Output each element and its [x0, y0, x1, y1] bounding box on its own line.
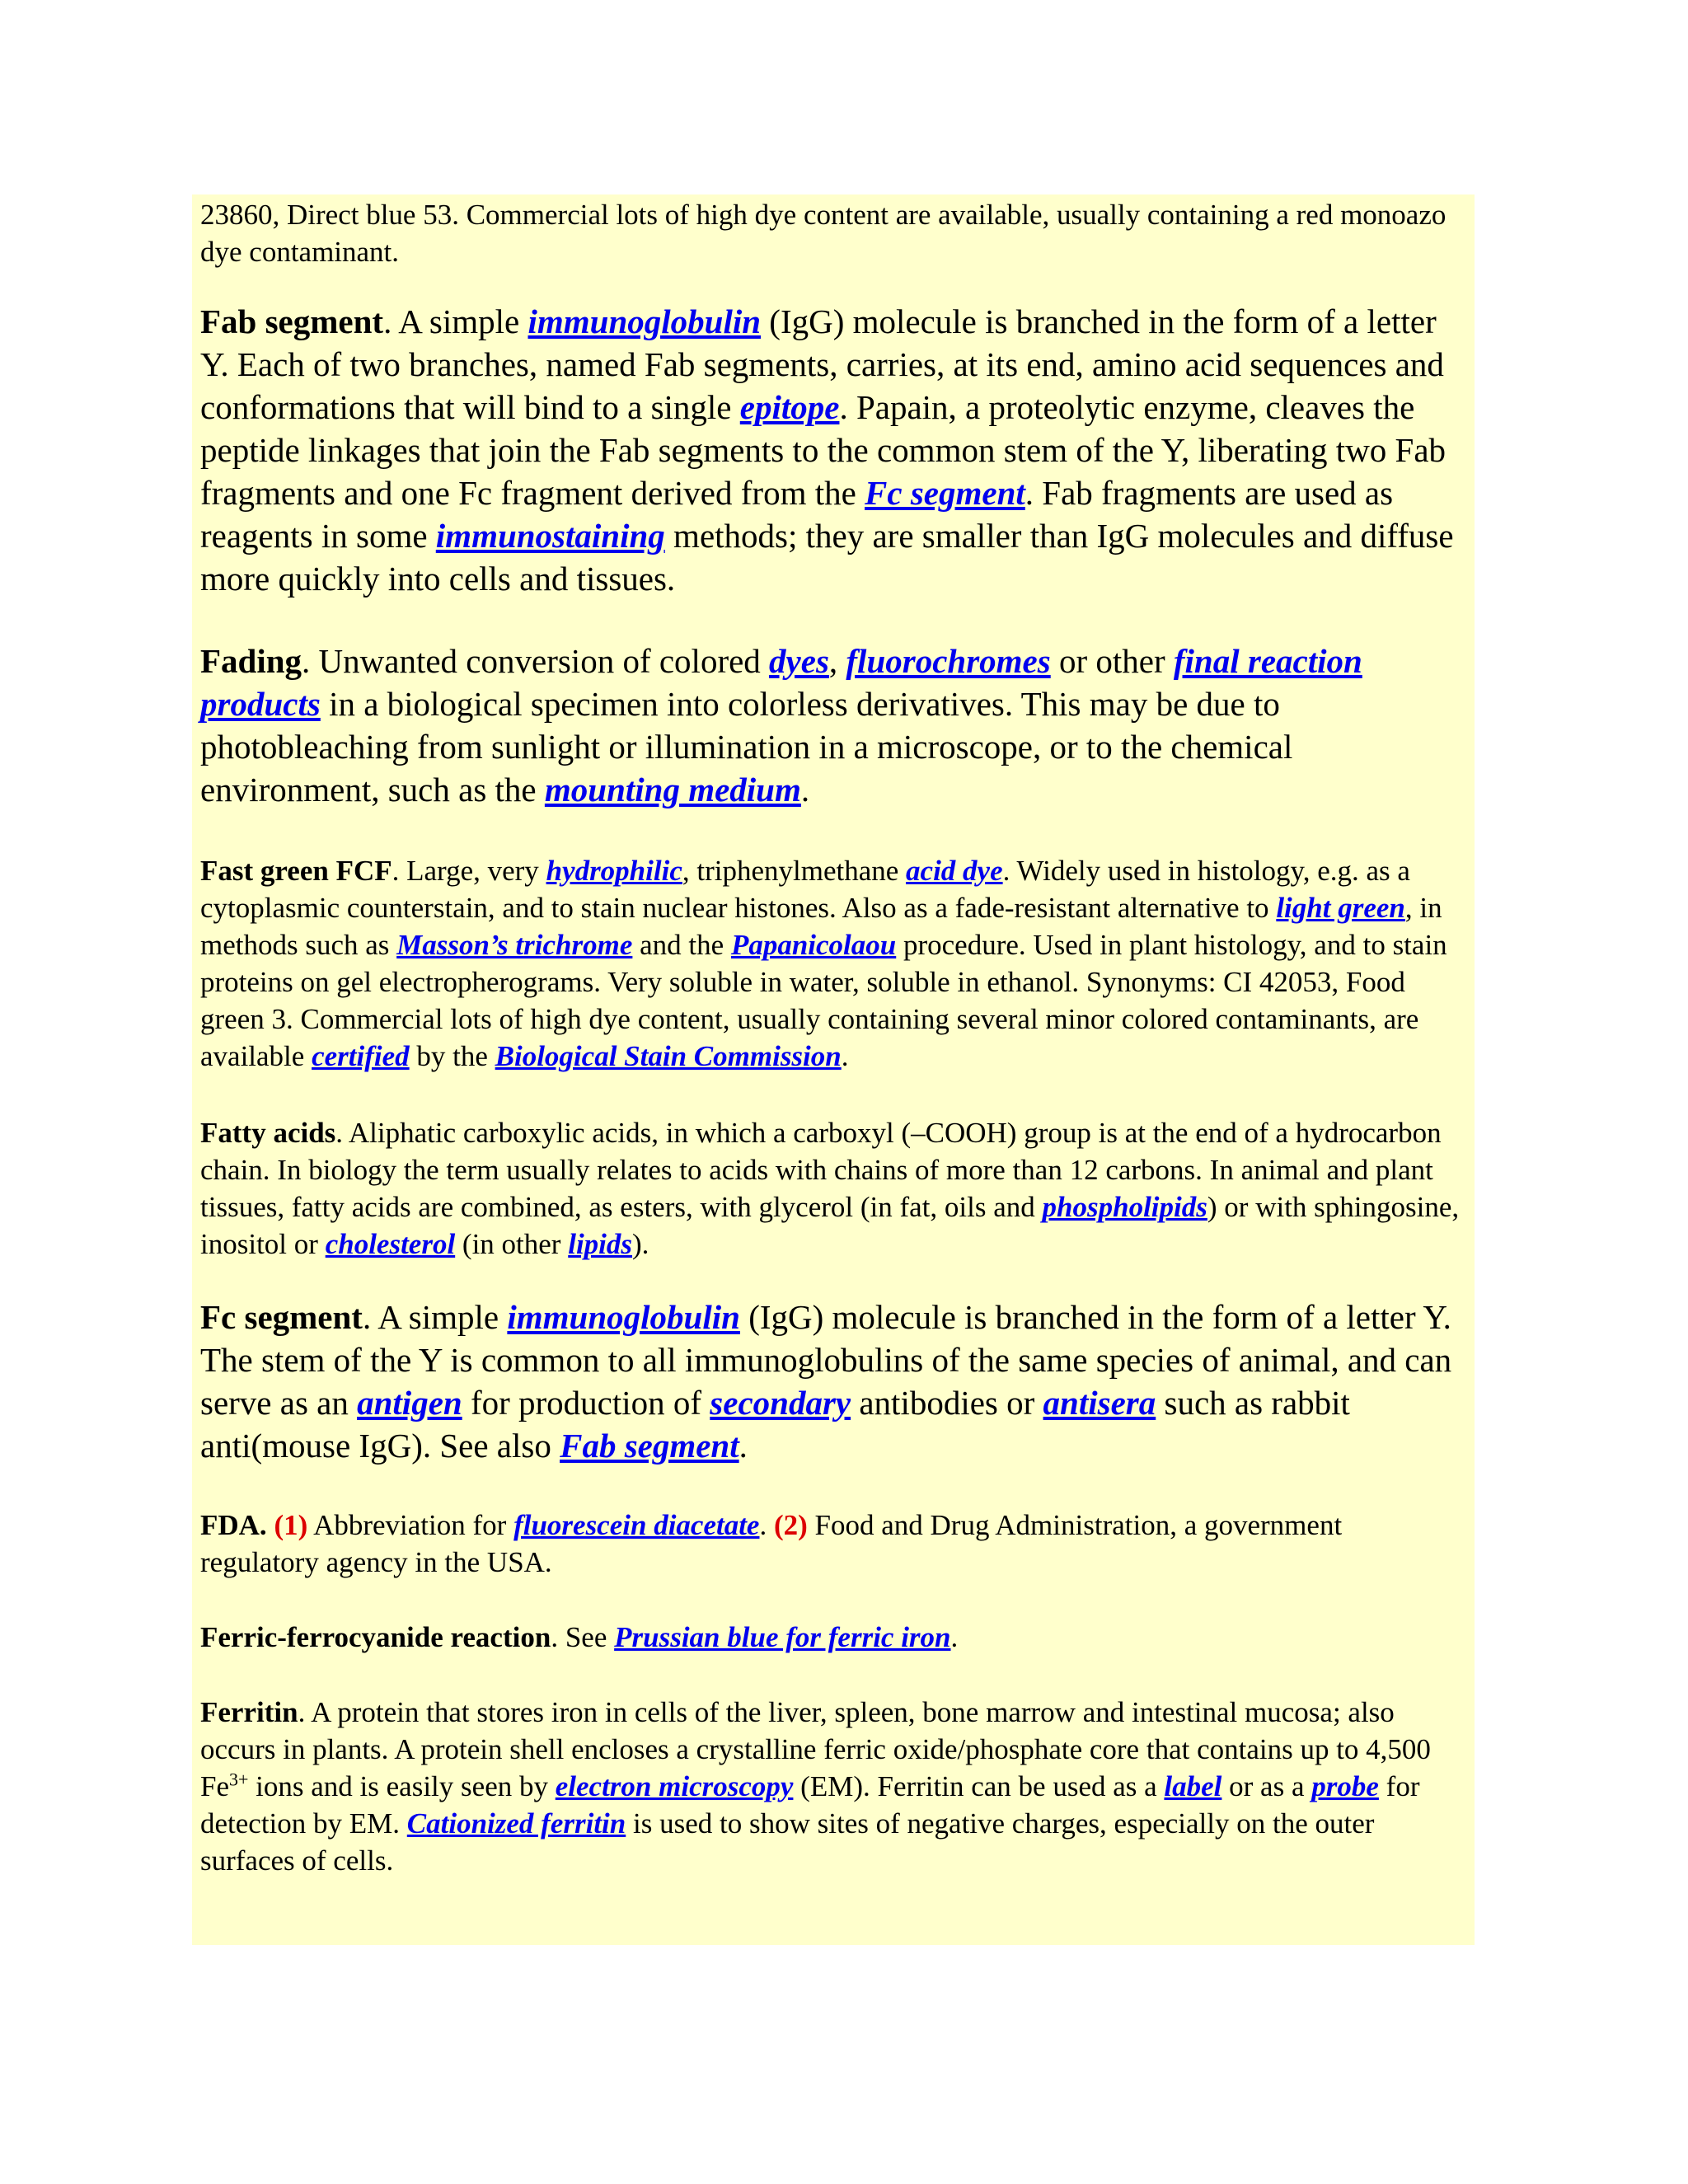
entry-fast-green-fcf: Fast green FCF. Large, very hydrophilic, triphenylmethane acid dye. Widely used in histology, e.g. as a cytoplasmic counterstain, and to stain nuclear histones. Also as a fade-resistant alternative to light green, in methods such as Masson’s trichrome and the Papanicolaou procedure. Used in plant histology, and to stain proteins on gel electropherograms. Very soluble in water, soluble in ethanol. Synonyms: CI 42053, Food green 3. Commercial lots of high dye content, usually containing several minor colored contaminants, are available certified by the Biological Stain Commission.: [200, 855, 1447, 1072]
link-epitope[interactable]: epitope: [739, 388, 840, 426]
entry-fading: Fading. Unwanted conversion of colored dyes, fluorochromes or other final reaction products in a biological specimen into colorless derivatives. This may be due to photobleaching from sunlight or illumination in a microscope, or to the chemical environment, such as the mounting medium.: [200, 642, 1362, 808]
term-fab-segment: Fab segment: [200, 302, 384, 340]
link-secondary[interactable]: secondary: [710, 1384, 851, 1422]
entry-fab-segment: Fab segment. A simple immunoglobulin (IgG) molecule is branched in the form of a letter Y. Each of two branches, named Fab segments, carries, at its end, amino acid sequences and conformations that will bind to a single epitope. Papain, a proteolytic enzyme, cleaves the peptide linkages that join the Fab segments to the common stem of the Y, liberating two Fab fragments and one Fc fragment derived from the Fc segment. Fab fragments are used as reagents in some immunostaining methods; they are smaller than IgG molecules and diffuse more quickly into cells and tissues.: [200, 302, 1454, 598]
link-lipids[interactable]: lipids: [568, 1228, 633, 1260]
term-fast-green-fcf: Fast green FCF: [200, 855, 392, 887]
link-antisera[interactable]: antisera: [1043, 1384, 1156, 1422]
link-papanicolaou[interactable]: Papanicolaou: [730, 929, 897, 961]
link-cationized-ferritin[interactable]: Cationized ferritin: [406, 1807, 626, 1840]
term-fc-segment: Fc segment: [200, 1298, 363, 1336]
link-immunoglobulin[interactable]: immunoglobulin: [528, 302, 762, 340]
link-final-reaction-products[interactable]: final reaction products: [200, 642, 1362, 723]
link-certified[interactable]: certified: [312, 1040, 410, 1072]
term-ferric-ferrocyanide-reaction: Ferric-ferrocyanide reaction: [200, 1621, 551, 1653]
link-label[interactable]: label: [1164, 1770, 1222, 1802]
link-fab-segment[interactable]: Fab segment: [560, 1427, 739, 1465]
term-fatty-acids: Fatty acids: [200, 1117, 336, 1149]
sense-number-2: (2): [773, 1509, 808, 1541]
link-immunostaining[interactable]: immunostaining: [435, 517, 665, 555]
entry-fc-segment: Fc segment. A simple immunoglobulin (IgG) molecule is branched in the form of a letter Y. The stem of the Y is common to all immunoglobulins of the same species of animal, and can serve as an antigen for production of secondary antibodies or antisera such as rabbit anti(mouse IgG). See also Fab segment.: [200, 1298, 1452, 1465]
term-ferritin: Ferritin: [200, 1696, 298, 1728]
link-biological-stain-commission[interactable]: Biological Stain Commission: [495, 1040, 842, 1072]
glossary-page: [192, 194, 1475, 1945]
link-acid-dye[interactable]: acid dye: [906, 855, 1003, 887]
link-light-green[interactable]: light green: [1276, 892, 1405, 924]
link-cholesterol[interactable]: cholesterol: [325, 1228, 456, 1260]
term-fda: FDA.: [200, 1509, 267, 1541]
link-immunoglobulin-2[interactable]: immunoglobulin: [507, 1298, 740, 1336]
entry-fatty-acids: Fatty acids. Aliphatic carboxylic acids, in which a carboxyl (–COOH) group is at the end of a hydrocarbon chain. In biology the term usually relates to acids with chains of more than 12 carbons. In animal and plant tissues, fatty acids are combined, as esters, with glycerol (in fat, oils and phospholipids) or with sphingosine, inositol or cholesterol (in other lipids).: [200, 1117, 1460, 1260]
link-antigen[interactable]: antigen: [357, 1384, 462, 1422]
term-fading: Fading: [200, 642, 302, 680]
link-fluorescein-diacetate[interactable]: fluorescein diacetate: [513, 1509, 760, 1541]
superscript-charge: 3+: [229, 1769, 249, 1790]
sense-number-1: (1): [274, 1509, 308, 1541]
entry-direct-blue-tail: 23860, Direct blue 53. Commercial lots of high dye content are available, usually containing a red monoazo dye contaminant.: [200, 199, 1447, 268]
link-dyes[interactable]: dyes: [769, 642, 829, 680]
link-fc-segment[interactable]: Fc segment: [865, 474, 1025, 512]
entry-ferric-ferrocyanide-reaction: Ferric-ferrocyanide reaction. See Prussian blue for ferric iron.: [200, 1621, 959, 1653]
link-hydrophilic[interactable]: hydrophilic: [546, 855, 682, 887]
link-prussian-blue-for-ferric-iron[interactable]: Prussian blue for ferric iron: [614, 1621, 951, 1653]
link-phospholipids[interactable]: phospholipids: [1042, 1191, 1207, 1223]
link-fluorochromes[interactable]: fluorochromes: [846, 642, 1051, 680]
entry-fda: FDA. (1) Abbreviation for fluorescein diacetate. (2) Food and Drug Administration, a government regulatory agency in the USA.: [200, 1509, 1343, 1578]
link-probe[interactable]: probe: [1311, 1770, 1379, 1802]
link-electron-microscopy[interactable]: electron microscopy: [555, 1770, 794, 1802]
entry-ferritin: Ferritin. A protein that stores iron in cells of the liver, spleen, bone marrow and intestinal mucosa; also occurs in plants. A protein shell encloses a crystalline ferric oxide/phosphate core that contains up to 4,500 $Fe^{3+}$ ions and is easily seen by electron microscopy (EM). Ferritin can be used as a label or as a probe for detection by EM. Cationized ferritin is used to show sites of negative charges, especially on the outer surfaces of cells.: [200, 1696, 1431, 1877]
link-mounting-medium[interactable]: mounting medium: [544, 771, 801, 808]
link-massons-trichrome[interactable]: Masson’s trichrome: [396, 929, 633, 961]
